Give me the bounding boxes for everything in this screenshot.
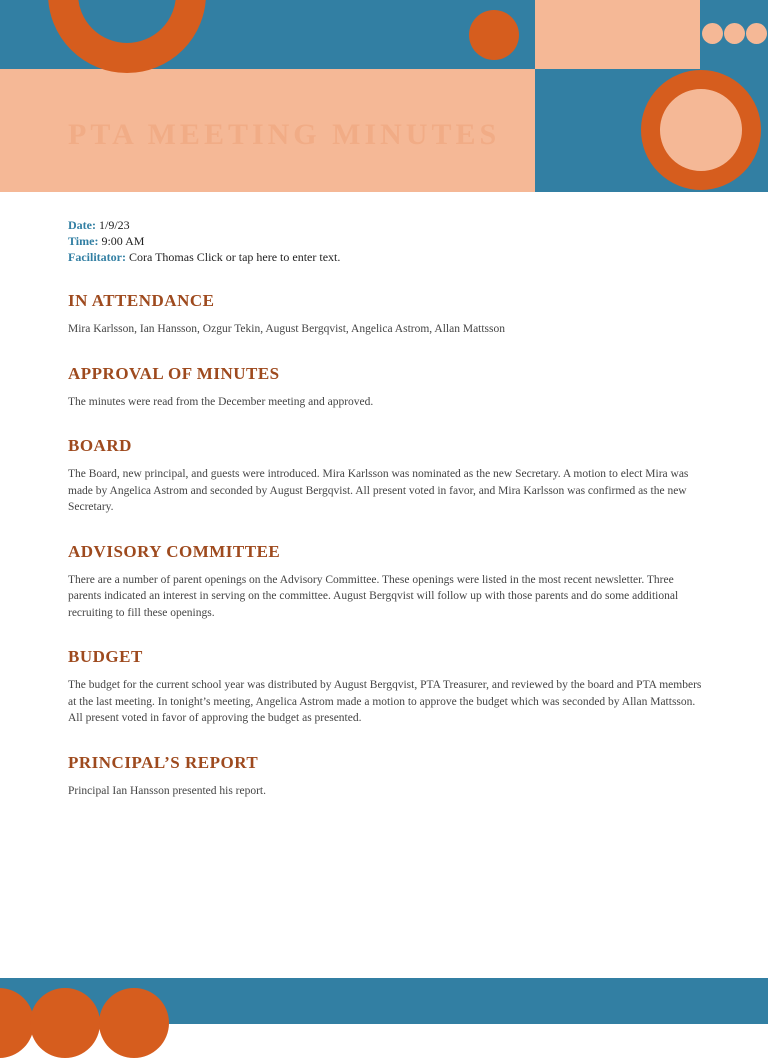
decorative-dot-large [469, 10, 519, 60]
section-budget [68, 647, 708, 727]
footer-decorative-circle [99, 988, 169, 1058]
section-principals-report [68, 753, 708, 800]
decorative-dot-small [746, 23, 767, 44]
section-body[interactable]: The Board, new principal, and guests were introduced. Mira Karlsson was nominated as the new Secretary. A motion to elect Mira was made by Angelica Astrom and seconded by August Bergqvist. All present voted in favor, and Mira Karlsson was confirmed as the new Secretary. [68, 468, 689, 513]
section-body[interactable]: Mira Karlsson, Ian Hansson, Ozgur Tekin, August Bergqvist, Angelica Astrom, Allan Mattsson [68, 323, 506, 335]
footer-decorative-circle [30, 988, 100, 1058]
date-label: Date: [68, 218, 96, 232]
section-body[interactable]: The budget for the current school year was distributed by August Bergqvist, PTA Treasurer, and reviewed by the board and PTA members at the last meeting. In tonight’s meeting, Angelica Astrom made a motion to approve the budget which was seconded by Allan Mattsson. All present voted in favor of approving the budget as presented. [68, 679, 702, 724]
section-board [68, 436, 708, 516]
facilitator-line [68, 249, 708, 265]
section-heading[interactable]: APPROVAL OF MINUTES [68, 363, 280, 383]
section-heading[interactable]: ADVISORY COMMITTEE [68, 541, 281, 561]
banner-peach-corner-block [535, 0, 700, 69]
time-value[interactable]: 9:00 AM [101, 234, 145, 248]
document-title[interactable]: PTA MEETING MINUTES [68, 118, 501, 151]
document-body [68, 217, 708, 799]
section-body[interactable]: There are a number of parent openings on the Advisory Committee. These openings were listed in the most recent newsletter. Three parents indicated an interest in serving on the committee. August Bergqvist will follow up with those parents and do some additional recruiting to fill these openings. [68, 573, 679, 619]
date-line [68, 217, 708, 233]
facilitator-label: Facilitator: [68, 250, 126, 264]
section-approval-of-minutes [68, 364, 708, 411]
meeting-meta [68, 217, 708, 265]
section-body[interactable]: Principal Ian Hansson presented his report. [68, 784, 267, 797]
section-attendance [68, 291, 708, 338]
section-heading[interactable]: PRINCIPAL’S REPORT [68, 752, 259, 772]
decorative-dot-small [702, 23, 723, 44]
facilitator-value[interactable]: Cora Thomas Click or tap here to enter text. [128, 250, 341, 264]
section-heading[interactable]: BUDGET [68, 647, 143, 666]
section-advisory-committee [68, 542, 708, 622]
time-line [68, 233, 708, 249]
decorative-ring-right [641, 70, 761, 190]
section-heading[interactable]: IN ATTENDANCE [68, 291, 215, 310]
decorative-dot-small [724, 23, 745, 44]
section-heading[interactable]: BOARD [68, 436, 132, 455]
time-label: Time: [68, 234, 99, 248]
date-value[interactable]: 1/9/23 [98, 218, 130, 232]
section-body[interactable]: The minutes were read from the December meeting and approved. [68, 395, 374, 408]
